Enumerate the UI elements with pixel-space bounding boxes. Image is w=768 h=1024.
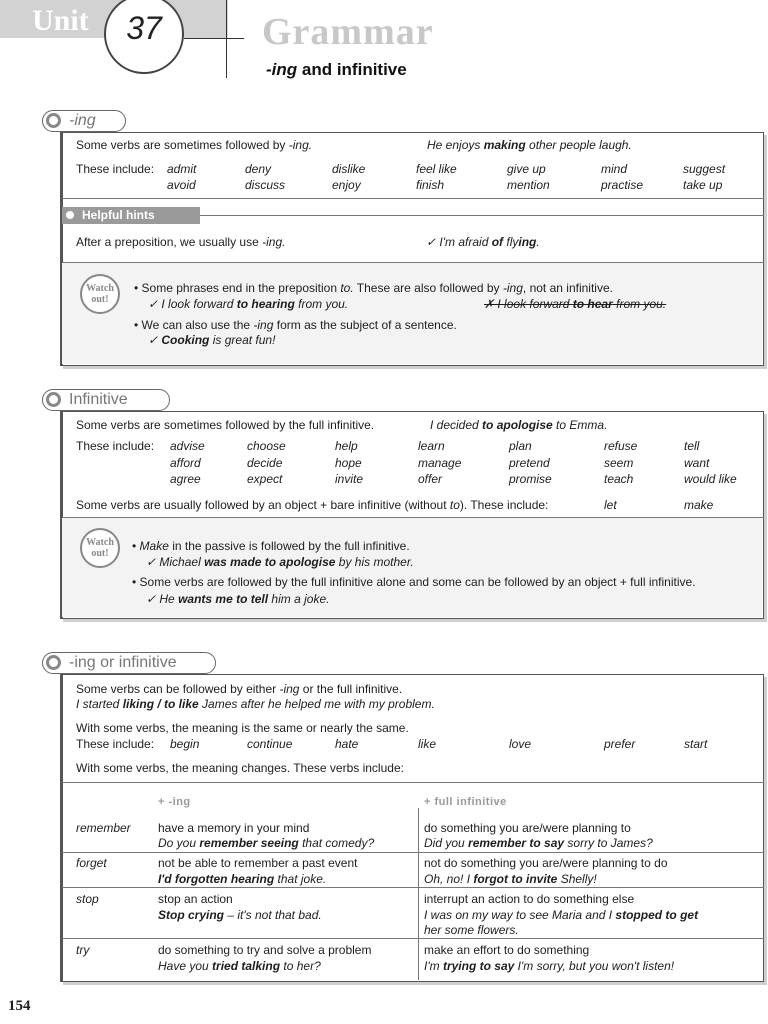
infinitive-verb: pretend: [509, 456, 550, 470]
section-bullet-icon: [46, 655, 61, 670]
watch-bullet-2: • Some verbs are followed by the full infinitive alone and some can be followed by an object + full infinitive.: [132, 575, 696, 589]
section-bullet-icon: [46, 113, 61, 128]
ing-tab-rule: [120, 132, 764, 133]
infinitive-verb: would like: [684, 472, 737, 486]
infinitive-tab-rule: [164, 411, 764, 412]
divider: [62, 517, 764, 518]
infinitive-verb: decide: [247, 456, 283, 470]
infinitive-example-continued: her some flowers.: [424, 923, 519, 937]
section-bullet-icon: [46, 392, 61, 407]
both-include-label: These include:: [76, 737, 155, 751]
divider: [62, 198, 764, 199]
ing-verb: dislike: [332, 162, 366, 176]
table-row-divider: [62, 938, 764, 939]
watch-example-incorrect: ✗ I look forward to hear from you.: [484, 297, 667, 311]
ing-definition: stop an action: [158, 892, 233, 906]
bare-verb: make: [684, 498, 714, 512]
infinitive-verb: learn: [418, 439, 445, 453]
ing-verb: take up: [683, 178, 723, 192]
page-title: Grammar: [262, 11, 434, 53]
table-row-verb: remember: [76, 821, 131, 835]
infinitive-definition: do something you are/were planning to: [424, 821, 631, 835]
watch-out-icon: Watch out!: [80, 274, 120, 314]
watch-bullet-2: • We can also use the -ing form as the subject of a sentence.: [134, 318, 457, 332]
ing-tab: -ing: [42, 110, 126, 132]
infinitive-verb: invite: [335, 472, 364, 486]
infinitive-rule: Some verbs are sometimes followed by the full infinitive.: [76, 418, 375, 432]
watch-out-icon: Watch out!: [80, 528, 120, 568]
hint-rule-text: After a preposition, we usually use -ing.: [76, 235, 286, 249]
infinitive-definition: not do something you are/were planning to do: [424, 856, 668, 870]
ing-include-label: These include:: [76, 162, 155, 176]
infinitive-verb: help: [335, 439, 358, 453]
ing-definition: not be able to remember a past event: [158, 856, 358, 870]
same-meaning-verb: begin: [170, 737, 200, 751]
infinitive-verb: plan: [509, 439, 532, 453]
helpful-hints-bar: Helpful hints: [62, 207, 200, 224]
both-example: I started liking / to like James after he helped me with my problem.: [76, 697, 435, 711]
ing-example: Do you remember seeing that comedy?: [158, 836, 375, 850]
ing-example: He enjoys making other people laugh.: [427, 138, 632, 152]
infinitive-example: Did you remember to say sorry to James?: [424, 836, 653, 850]
ing-verb: deny: [245, 162, 272, 176]
watch-example-1: ✓ Michael was made to apologise by his mother.: [146, 555, 414, 569]
ing-verb: feel like: [416, 162, 457, 176]
same-meaning-verb: prefer: [604, 737, 636, 751]
table-row-divider: [62, 852, 764, 853]
same-meaning-verb: love: [509, 737, 532, 751]
infinitive-example: Oh, no! I forgot to invite Shelly!: [424, 872, 597, 886]
infinitive-tab: Infinitive: [42, 389, 170, 411]
infinitive-verb: afford: [170, 456, 201, 470]
watch-example-correct: ✓ I look forward to hearing from you.: [148, 297, 349, 311]
infinitive-verb: advise: [170, 439, 205, 453]
page-number: 154: [8, 998, 31, 1014]
infinitive-verb: want: [684, 456, 710, 470]
ing-verb: discuss: [245, 178, 286, 192]
infinitive-example: I was on my way to see Maria and I stopped to get: [424, 908, 699, 922]
meaning-changes-text: With some verbs, the meaning changes. These verbs include:: [76, 761, 404, 775]
both-tab-rule: [210, 674, 764, 675]
infinitive-example: I'm trying to say I'm sorry, but you won't listen!: [424, 959, 675, 973]
table-row-verb: forget: [76, 856, 107, 870]
hint-rule: [200, 215, 764, 216]
watch-example-2: ✓ Cooking is great fun!: [148, 333, 276, 347]
table-column-divider: [418, 808, 419, 980]
ing-verb: mind: [601, 162, 628, 176]
ing-verb: avoid: [167, 178, 196, 192]
ing-example: I'd forgotten hearing that joke.: [158, 872, 327, 886]
infinitive-verb: refuse: [604, 439, 638, 453]
infinitive-verb: manage: [418, 456, 462, 470]
ing-verb: admit: [167, 162, 197, 176]
watch-example-2: ✓ He wants me to tell him a joke.: [146, 592, 330, 606]
ing-definition: have a memory in your mind: [158, 821, 310, 835]
ing-verb: suggest: [683, 162, 726, 176]
infinitive-verb: seem: [604, 456, 634, 470]
watch-bullet-1: • Some phrases end in the preposition to. These are also followed by -ing, not an infinitive.: [134, 281, 613, 295]
ing-rule: Some verbs are sometimes followed by -ing.: [76, 138, 313, 152]
unit-number: 37: [126, 10, 162, 46]
infinitive-example: I decided to apologise to Emma.: [430, 418, 608, 432]
unit-label: Unit: [32, 4, 89, 37]
same-meaning-verb: like: [418, 737, 437, 751]
table-row-divider: [62, 887, 764, 888]
watch-bullet-1: • Make in the passive is followed by the full infinitive.: [132, 539, 410, 553]
infinitive-verb: teach: [604, 472, 634, 486]
ing-example: Stop crying – it's not that bad.: [158, 908, 322, 922]
same-meaning-text: With some verbs, the meaning is the same or nearly the same.: [76, 721, 409, 735]
table-row-verb: try: [76, 943, 90, 957]
ing-verb: practise: [601, 178, 644, 192]
both-rule: Some verbs can be followed by either -ing or the full infinitive.: [76, 682, 403, 696]
hint-circle-icon: [64, 209, 76, 221]
divider: [62, 782, 764, 783]
infinitive-verb: expect: [247, 472, 283, 486]
table-row-verb: stop: [76, 892, 99, 906]
infinitive-verb: hope: [335, 456, 362, 470]
infinitive-verb: tell: [684, 439, 700, 453]
watch-out-panel: [62, 262, 762, 364]
same-meaning-verb: hate: [335, 737, 359, 751]
infinitive-verb: promise: [509, 472, 552, 486]
bare-infinitive-rule: Some verbs are usually followed by an object + bare infinitive (without to). These include:: [76, 498, 549, 512]
header-rule: [184, 38, 244, 39]
ing-or-infinitive-tab: -ing or infinitive: [42, 652, 216, 674]
ing-verb: mention: [507, 178, 550, 192]
ing-verb: enjoy: [332, 178, 361, 192]
hint-example: ✓ I'm afraid of flying.: [426, 235, 540, 249]
divider: [62, 262, 764, 263]
infinitive-definition: interrupt an action to do something else: [424, 892, 635, 906]
infinitive-verb: choose: [247, 439, 286, 453]
ing-verb: give up: [507, 162, 546, 176]
same-meaning-verb: continue: [247, 737, 293, 751]
infinitive-definition: make an effort to do something: [424, 943, 590, 957]
ing-verb: finish: [416, 178, 445, 192]
ing-definition: do something to try and solve a problem: [158, 943, 372, 957]
header-divider: [226, 0, 227, 78]
same-meaning-verb: start: [684, 737, 708, 751]
bare-verb: let: [604, 498, 617, 512]
page-subtitle: -ing and infinitive: [266, 60, 407, 79]
infinitive-verb: offer: [418, 472, 443, 486]
infinitive-include-label: These include:: [76, 439, 155, 453]
ing-example: Have you tried talking to her?: [158, 959, 321, 973]
infinitive-verb: agree: [170, 472, 201, 486]
col-header-ing: + -ing: [158, 796, 191, 808]
col-header-infinitive: + full infinitive: [424, 796, 507, 808]
